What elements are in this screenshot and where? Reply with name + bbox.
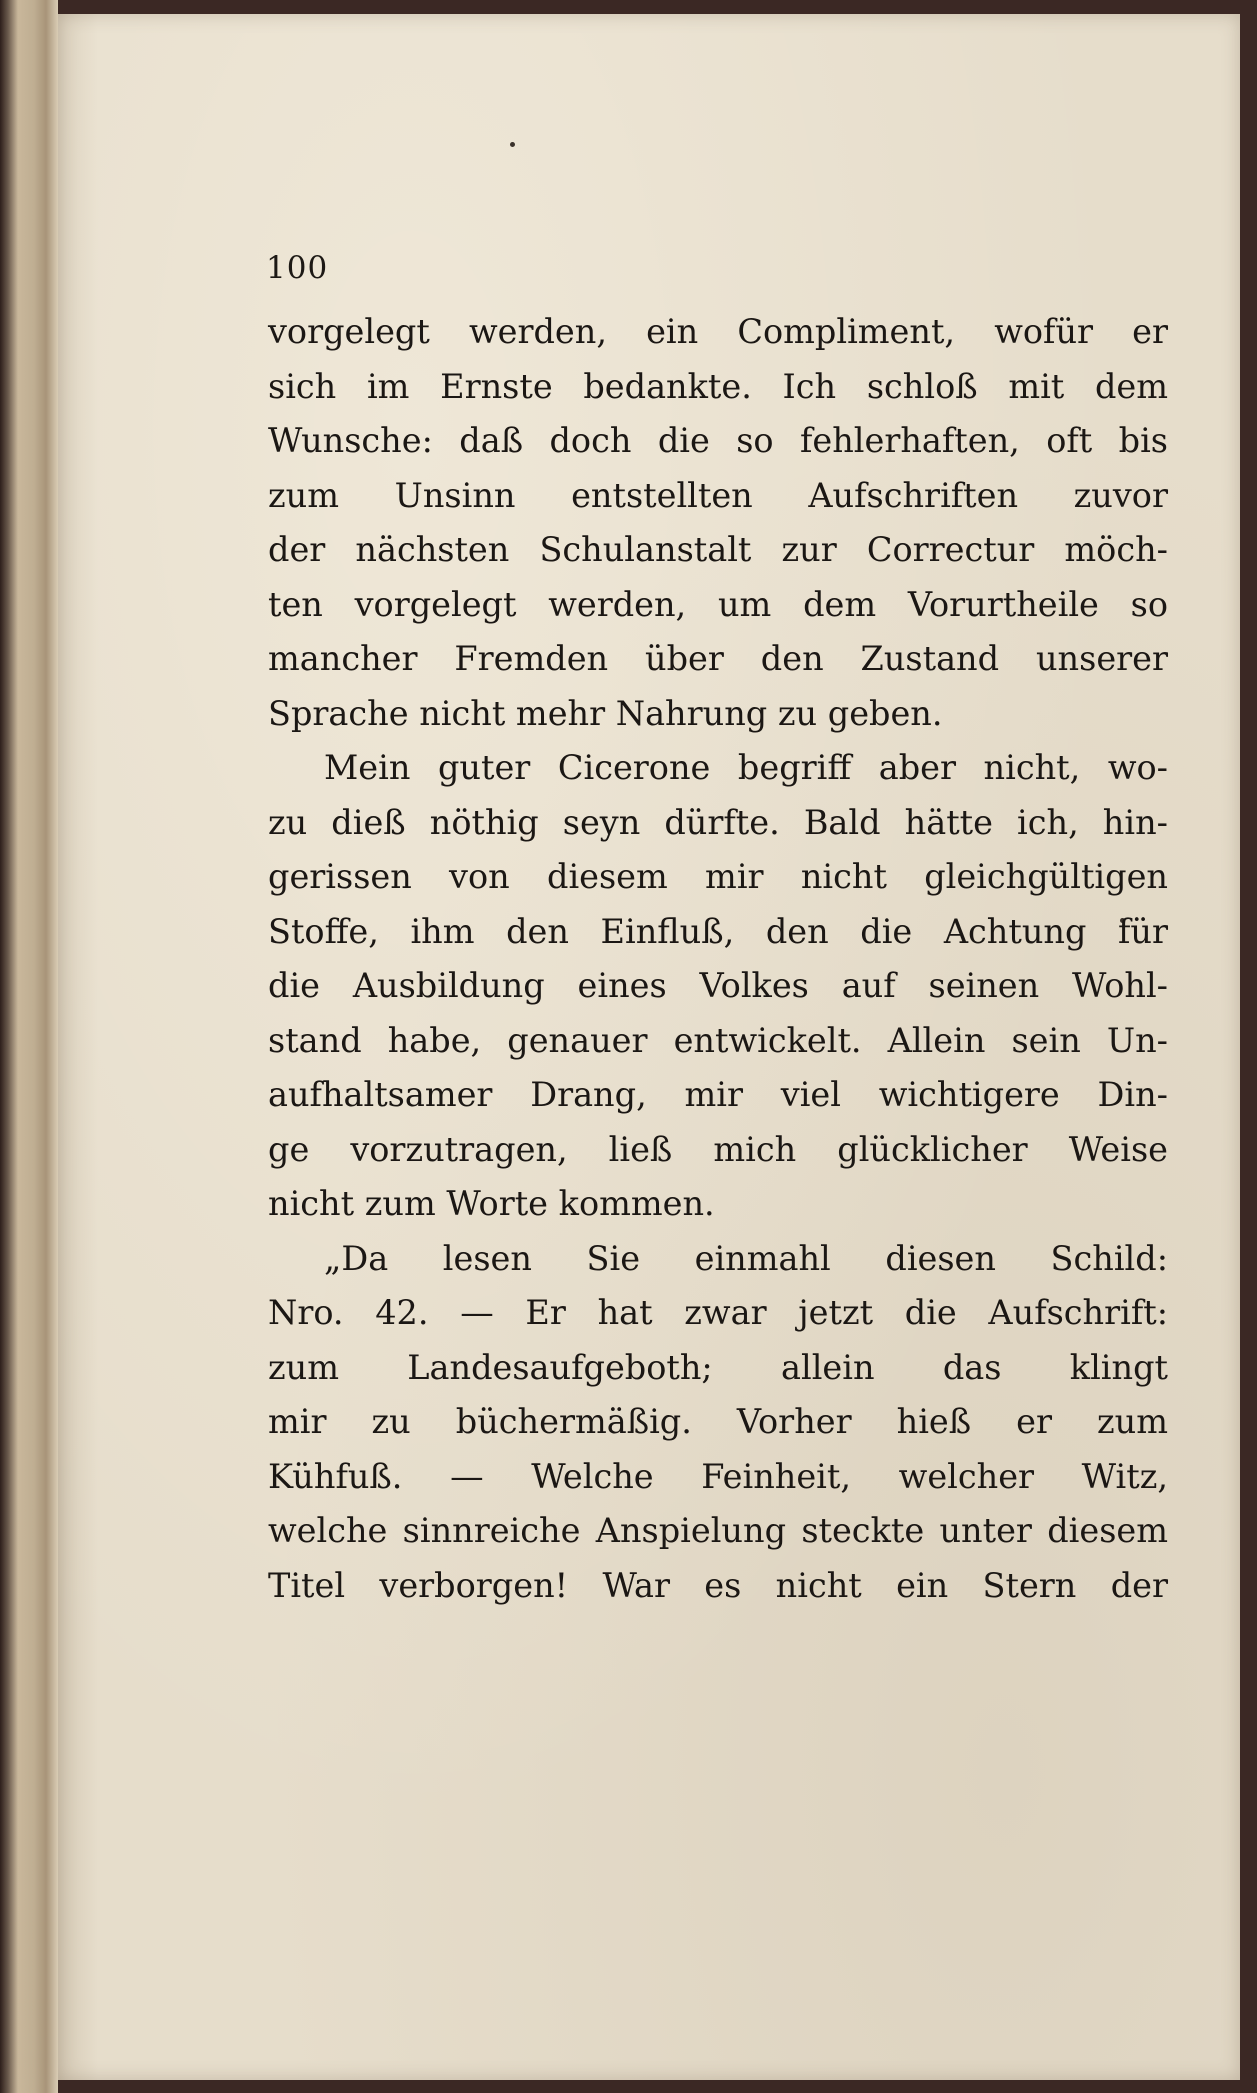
text-line: Wunsche: daß doch die so fehlerhaften, oft bis [268, 421, 1168, 460]
text-line: Sprache nicht mehr Nahrung zu geben. [268, 693, 943, 733]
text-line: Stoffe, ihm den Einfluß, den die Achtung für [268, 911, 1168, 951]
text-line: vorgelegt werden, ein Compliment, wofür er [268, 312, 1168, 351]
text-line: stand habe, genauer entwickelt. Allein sein Un- [268, 1020, 1168, 1060]
text-line: zum Unsinn entstellten Aufschriften zuvor [268, 475, 1168, 515]
text-line: Titel verborgen! War es nicht ein Stern der [268, 1565, 1168, 1605]
ink-speck [510, 142, 515, 147]
text-line: Nro. 42. — Er hat zwar jetzt die Aufschrift: [268, 1293, 1168, 1332]
text-line: zu dieß nöthig seyn dürfte. Bald hätte ich, hin- [268, 802, 1168, 842]
text-line: mir zu büchermäßig. Vorher hieß er zum [268, 1402, 1168, 1441]
text-line: der nächsten Schulanstalt zur Correctur möch- [268, 530, 1168, 569]
text-line: Kühfuß. — Welche Feinheit, welcher Witz, [268, 1456, 1168, 1496]
book-edge [0, 0, 58, 2093]
text-line: Mein guter Cicerone begriff aber nicht, wo- [324, 748, 1168, 787]
text-line: gerissen von diesem mir nicht gleichgültigen [268, 857, 1168, 896]
page-number: 100 [266, 250, 329, 286]
text-line: welche sinnreiche Anspielung steckte unter diesem [268, 1511, 1168, 1550]
text-line: nicht zum Worte kommen. [268, 1184, 715, 1223]
text-line: „Da lesen Sie einmahl diesen Schild: [324, 1238, 1168, 1278]
text-line: mancher Fremden über den Zustand unserer [268, 639, 1168, 678]
text-line: die Ausbildung eines Volkes auf seinen Wohl- [268, 966, 1168, 1005]
text-line: aufhaltsamer Drang, mir viel wichtigere Din- [268, 1075, 1168, 1114]
body-text [268, 305, 1168, 1613]
text-line: sich im Ernste bedankte. Ich schloß mit dem [268, 366, 1168, 406]
text-line: ten vorgelegt werden, um dem Vorurtheile so [268, 584, 1168, 624]
text-line: zum Landesaufgeboth; allein das klingt [268, 1347, 1168, 1387]
text-line: ge vorzutragen, ließ mich glücklicher Weise [268, 1129, 1168, 1169]
